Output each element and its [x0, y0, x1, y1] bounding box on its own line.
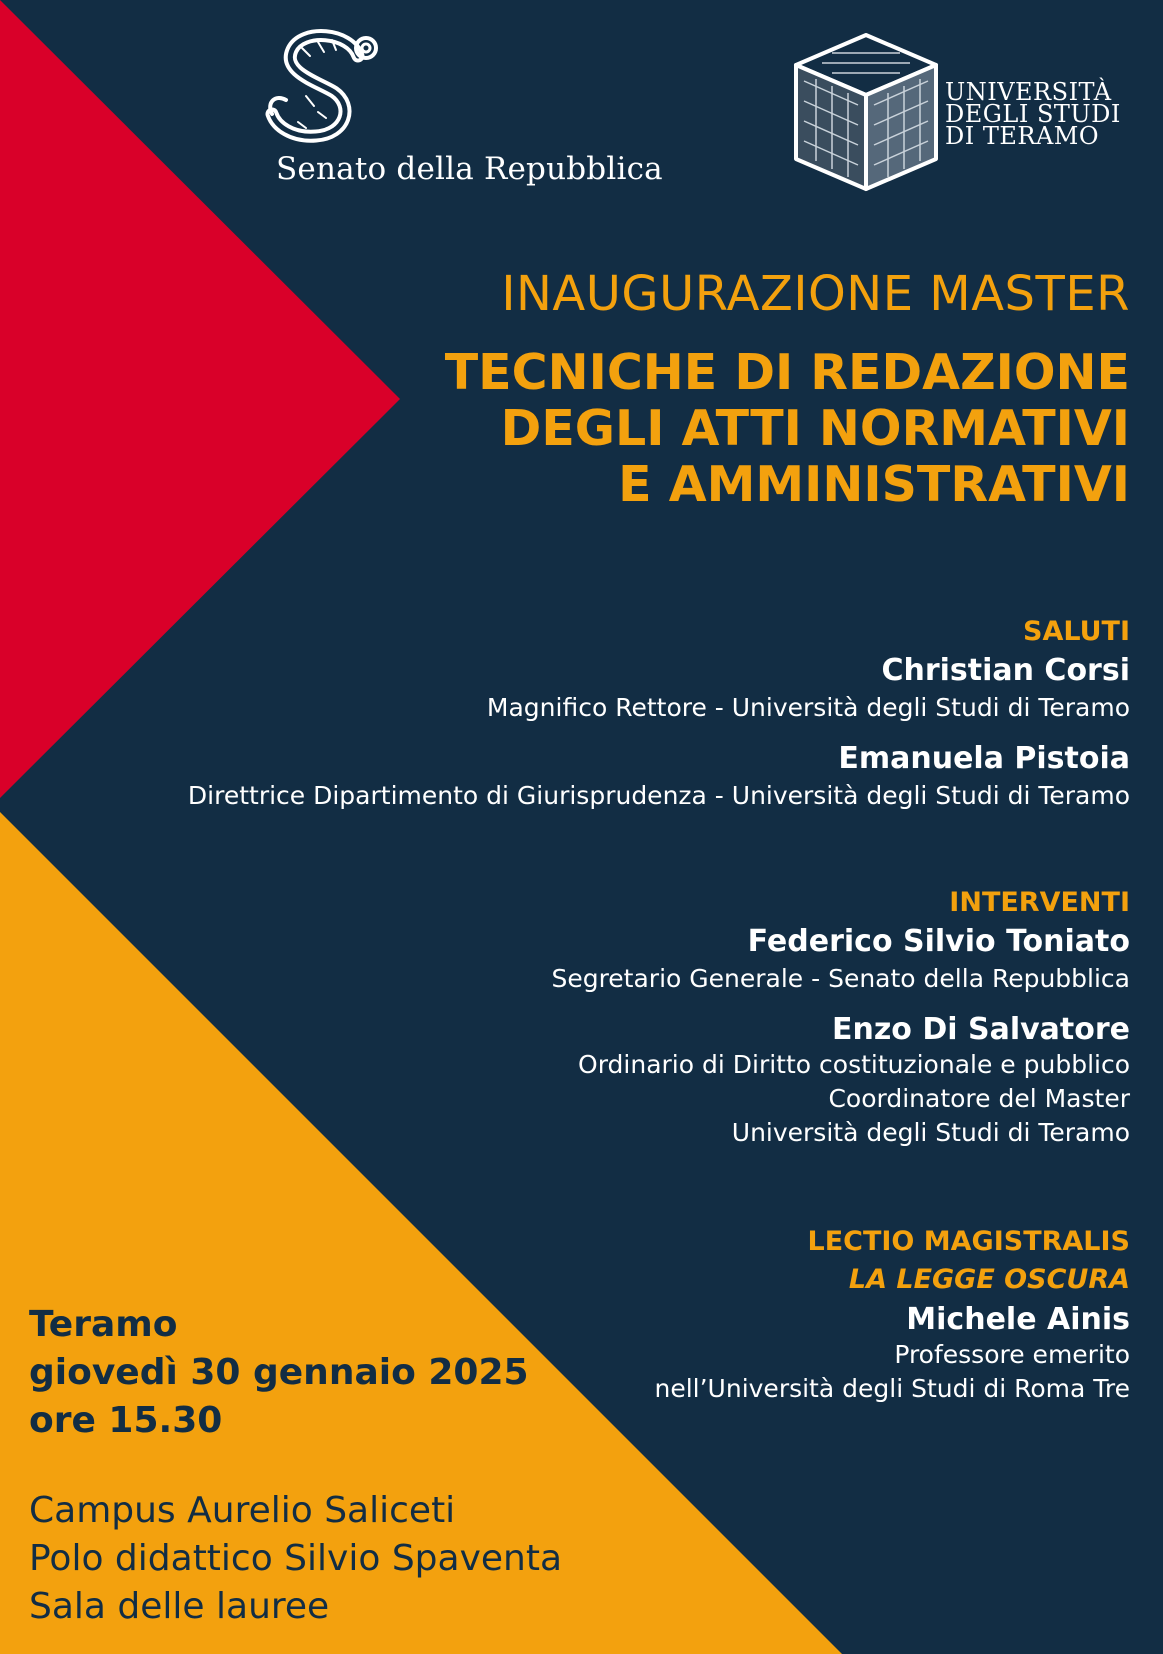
event-location	[29, 1487, 562, 1631]
speaker-role: Magnifico Rettore - Università degli Studi di Teramo	[486, 693, 1130, 722]
speaker-role-line: Ordinario di Diritto costituzionale e pubblico	[578, 1050, 1130, 1079]
university-name-line: DEGLI STUDI	[945, 100, 1121, 128]
speaker-role-line: nell’Università degli Studi di Roma Tre	[654, 1374, 1130, 1403]
lectio-heading: LECTIO MAGISTRALIS	[807, 1226, 1130, 1257]
speaker-name: Michele Ainis	[906, 1302, 1130, 1337]
event-location-line: Campus Aurelio Saliceti	[29, 1490, 456, 1531]
speaker-role-line: Università degli Studi di Teramo	[731, 1118, 1130, 1147]
event-city: Teramo	[29, 1304, 178, 1345]
speaker-role-line: Professore emerito	[894, 1340, 1130, 1369]
speaker-name: Enzo Di Salvatore	[831, 1012, 1130, 1047]
saluti-heading: SALUTI	[1023, 616, 1130, 647]
master-title-line: DEGLI ATTI NORMATIVI	[500, 400, 1130, 457]
speaker-role-line: Coordinatore del Master	[828, 1084, 1130, 1113]
interventi-heading: INTERVENTI	[949, 887, 1130, 918]
university-cube-icon	[792, 31, 940, 194]
speaker-role	[578, 1048, 1130, 1150]
lectio-subtitle: LA LEGGE OSCURA	[848, 1264, 1130, 1295]
event-kicker: INAUGURAZIONE MASTER	[501, 266, 1130, 322]
senato-name: Senato della Repubblica	[276, 151, 663, 187]
event-time: ore 15.30	[29, 1400, 223, 1441]
speaker-role: Direttrice Dipartimento di Giurisprudenza - Università degli Studi di Teramo	[187, 781, 1130, 810]
master-title-line: E AMMINISTRATIVI	[618, 456, 1130, 513]
event-location-line: Sala delle lauree	[29, 1586, 330, 1627]
event-date: giovedì 30 gennaio 2025	[29, 1352, 529, 1393]
speaker-name: Federico Silvio Toniato	[747, 924, 1130, 959]
senato-s-monogram-icon	[262, 26, 386, 146]
university-name-line: UNIVERSITÀ	[945, 78, 1112, 106]
university-name-line: DI TERAMO	[945, 122, 1100, 150]
master-title-line: TECNICHE DI REDAZIONE	[444, 344, 1130, 401]
event-location-line: Polo didattico Silvio Spaventa	[29, 1538, 563, 1579]
speaker-role	[654, 1338, 1130, 1406]
university-name	[945, 78, 1121, 150]
speaker-name: Emanuela Pistoia	[838, 741, 1130, 776]
master-title	[445, 345, 1130, 513]
event-date-time	[29, 1301, 529, 1445]
speaker-role: Segretario Generale - Senato della Repubblica	[551, 964, 1130, 993]
speaker-name: Christian Corsi	[881, 653, 1130, 688]
